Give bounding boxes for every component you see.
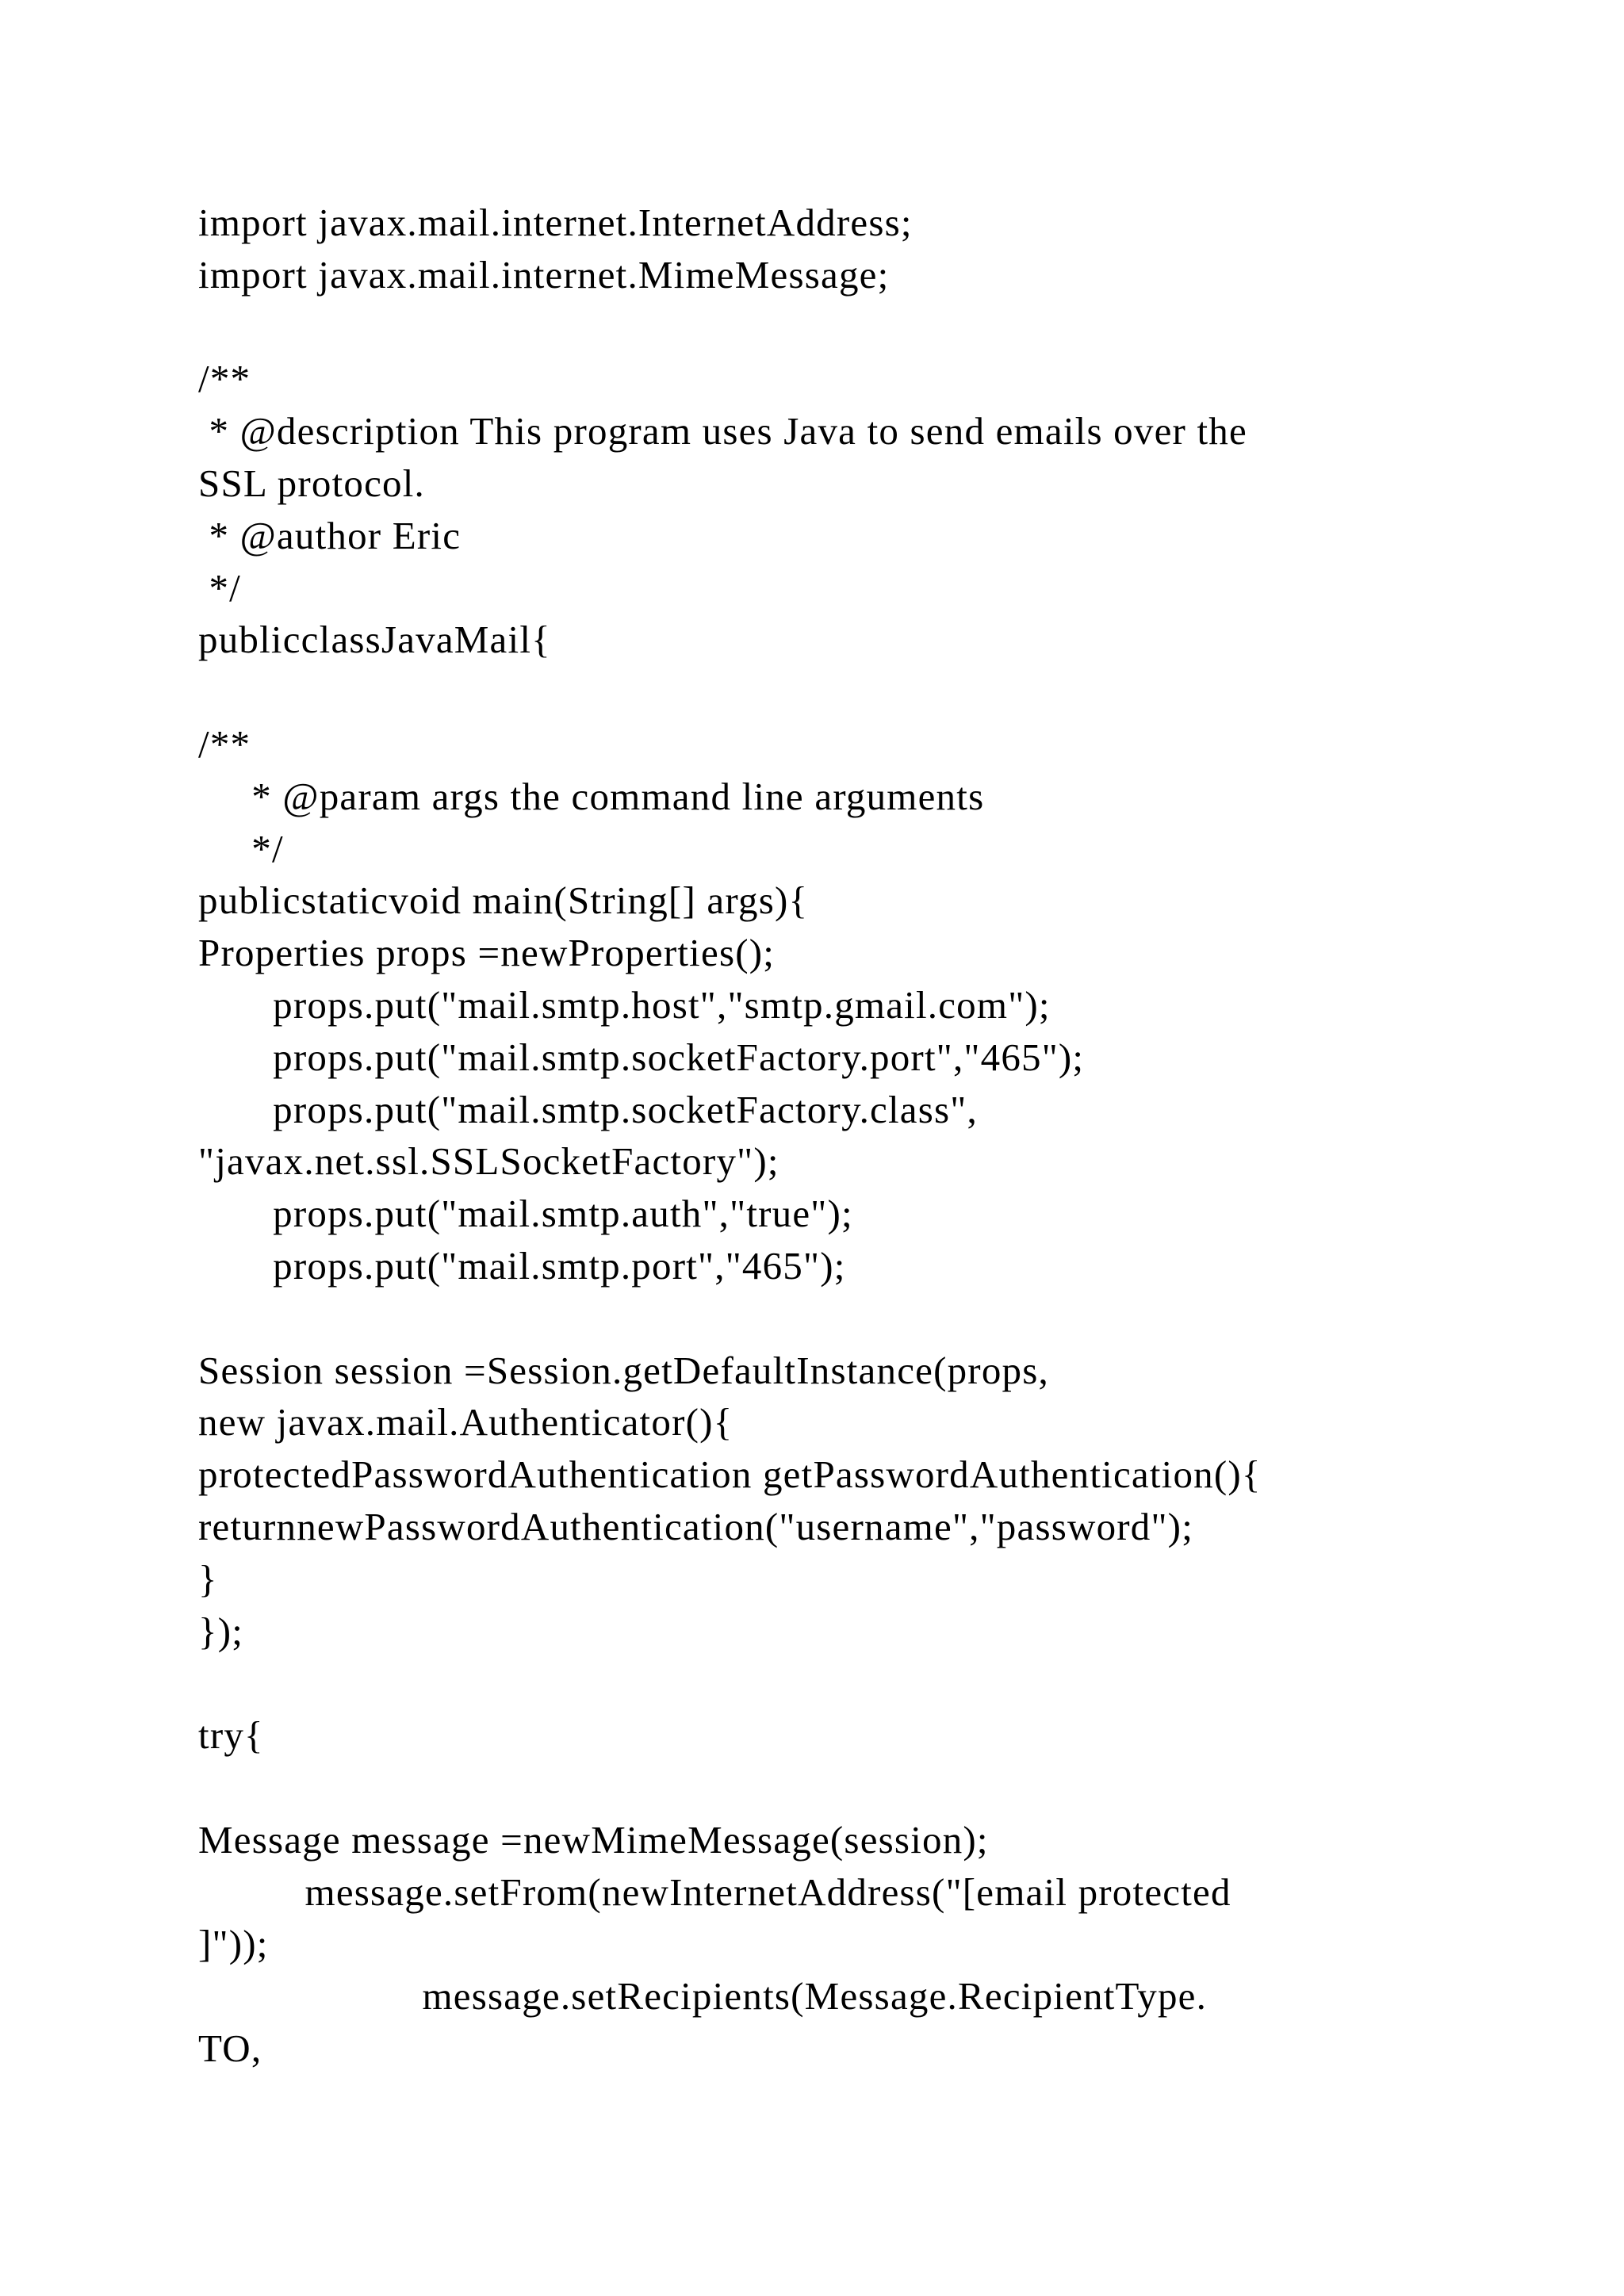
blank-line [198,1292,1435,1345]
comment-line: */ [198,565,241,610]
comment-line: /** [198,357,251,401]
blank-line [198,1657,1435,1709]
comment-line: * @author Eric [198,513,462,557]
code-line: message.setRecipients(Message.RecipientType. [198,1974,1208,2019]
code-line: publicstaticvoid main(String[] args){ [198,878,809,923]
comment-line: * @description This program uses Java to send emails over the [198,409,1247,453]
comment-line: SSL protocol. [198,461,426,505]
code-line: props.put("mail.smtp.socketFactory.port","465"); [198,1035,1085,1079]
code-line: Session session =Session.getDefaultInstance(props, [198,1348,1049,1392]
code-line: new javax.mail.Authenticator(){ [198,1400,733,1445]
blank-line [198,301,1435,354]
comment-line: */ [198,826,284,871]
code-line: props.put("mail.smtp.host","smtp.gmail.com"); [198,982,1051,1027]
code-line: Properties props =newProperties(); [198,931,776,975]
code-line: protectedPasswordAuthentication getPasswordAuthentication(){ [198,1452,1262,1497]
code-line: returnnewPasswordAuthentication("username","password"); [198,1504,1194,1548]
code-line: publicclassJavaMail{ [198,618,551,662]
blank-line [198,1762,1435,1814]
blank-line [198,666,1435,718]
code-line: props.put("mail.smtp.socketFactory.class", [198,1087,978,1131]
code-line: try{ [198,1713,264,1758]
code-listing [198,197,1435,2075]
code-line: } [198,1556,218,1601]
code-line: props.put("mail.smtp.port","465"); [198,1243,846,1288]
comment-line: * @param args the command line arguments [198,774,985,818]
comment-line: /** [198,721,251,766]
code-line: "javax.net.ssl.SSLSocketFactory"); [198,1139,779,1184]
code-line: TO, [198,2026,262,2070]
code-line: Message message =newMimeMessage(session); [198,1817,989,1862]
code-line: ]")); [198,1922,269,1966]
code-line: props.put("mail.smtp.auth","true"); [198,1192,853,1236]
code-line: message.setFrom(newInternetAddress("[email protected [198,1869,1231,1914]
code-line: import javax.mail.internet.InternetAddress; [198,201,913,244]
code-line: import javax.mail.internet.MimeMessage; [198,252,890,297]
code-line: }); [198,1609,244,1653]
